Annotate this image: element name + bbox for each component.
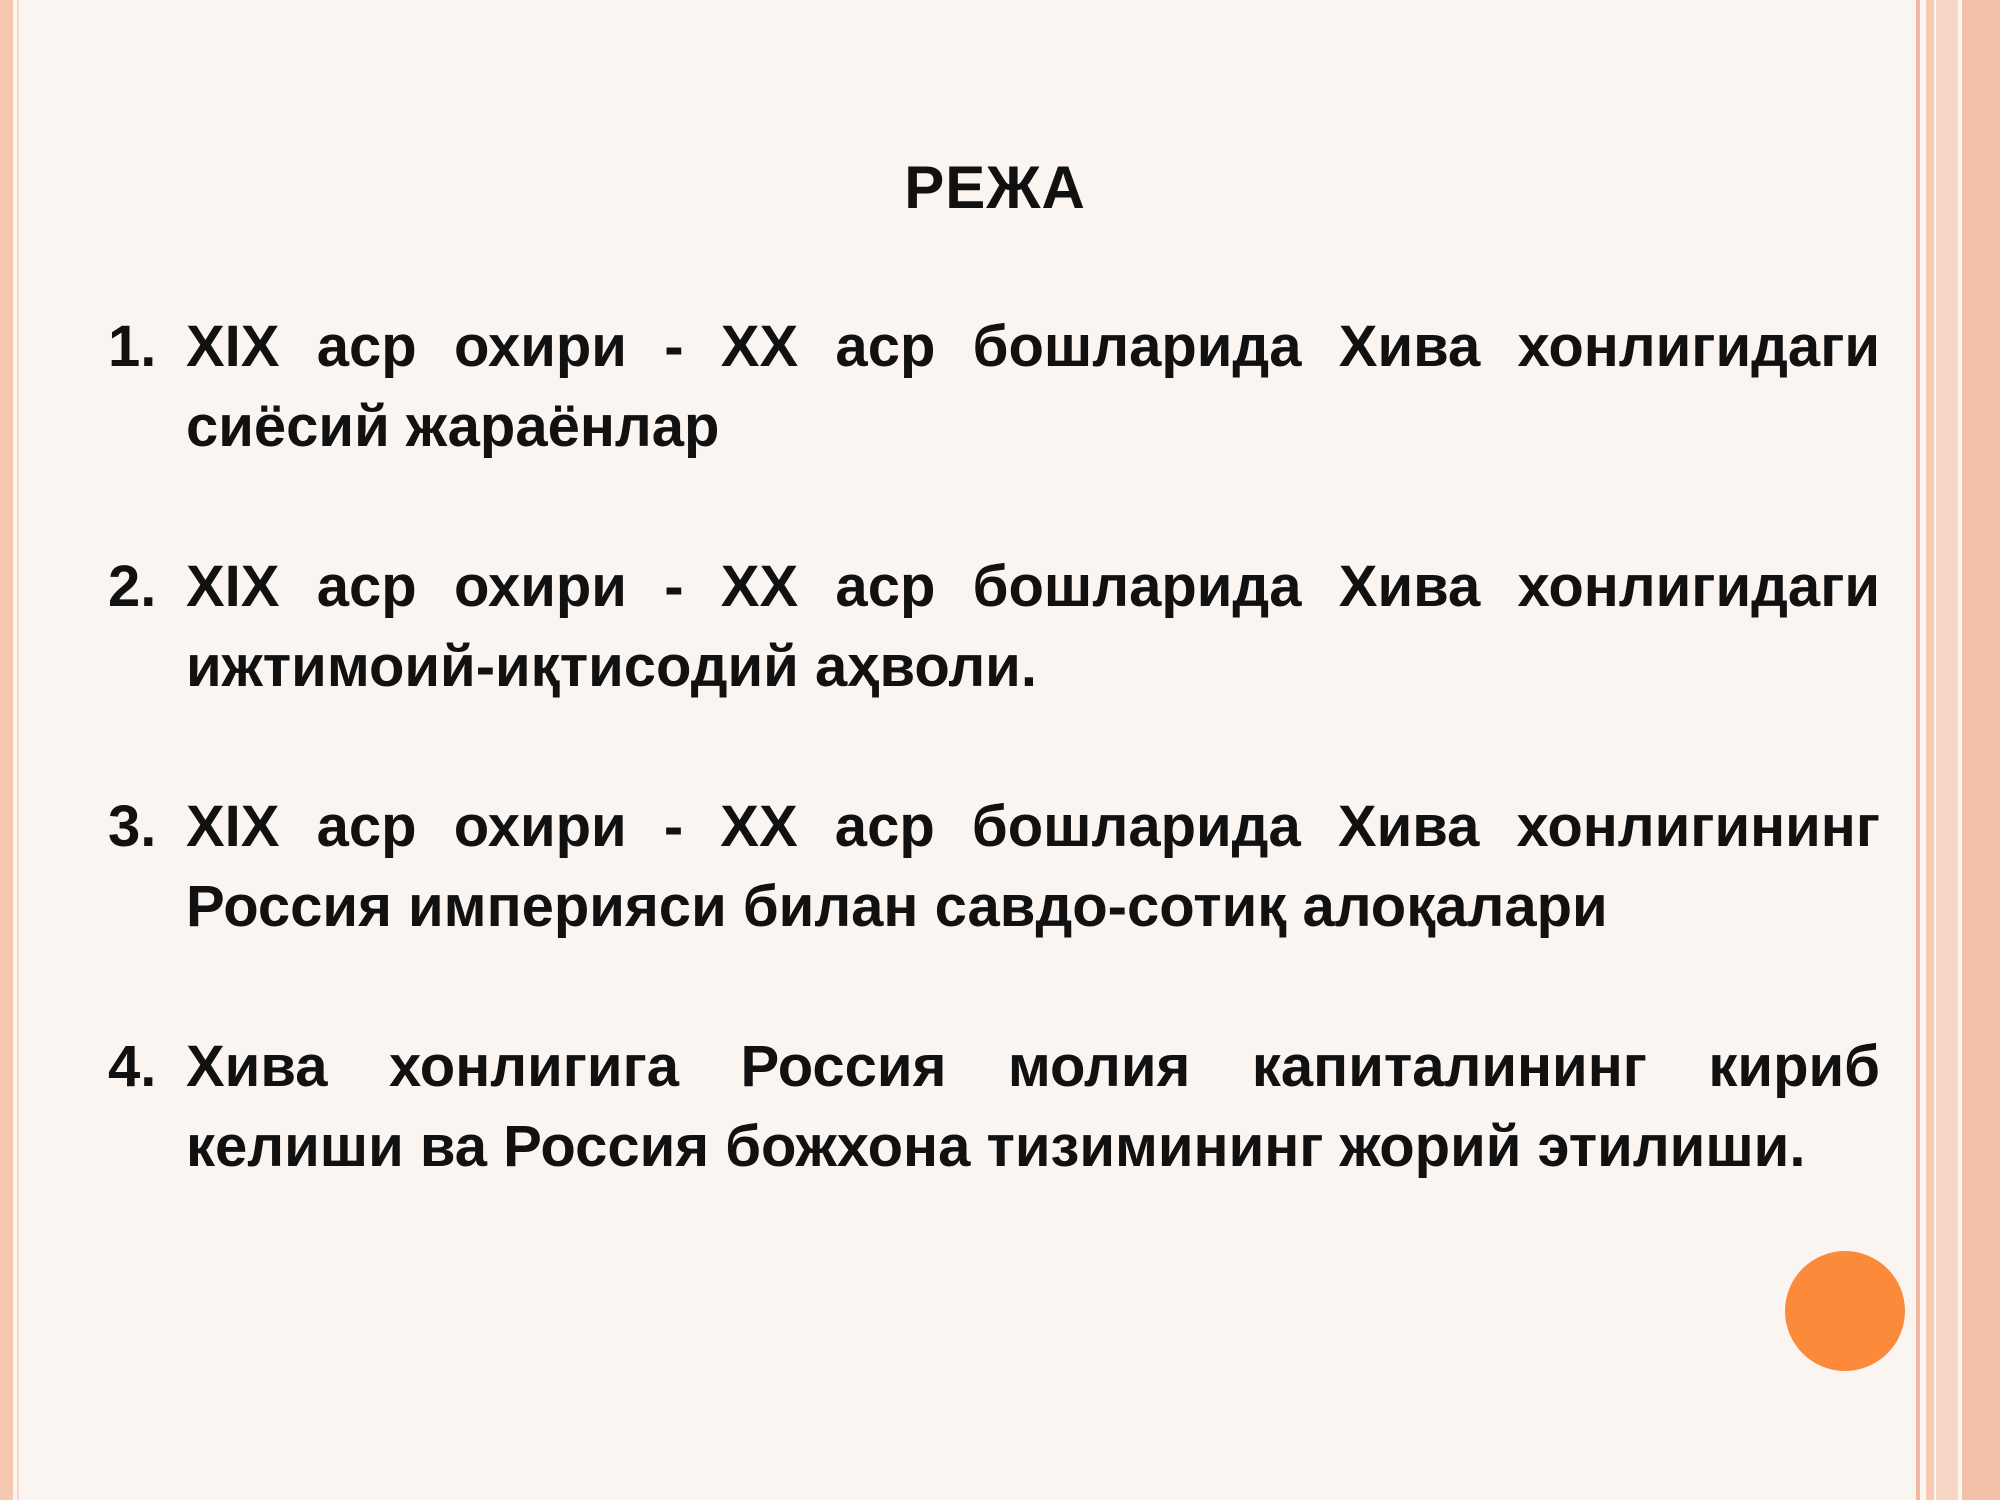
- plan-item-1: [108, 307, 1880, 467]
- plan-item-number: 3.: [108, 794, 157, 859]
- plan-item-text: Хива хонлигига Россия молия капиталининг кириб келиши ва Россия божхона тизимининг жорий этилиши.: [186, 1034, 1880, 1179]
- plan-item-4: [108, 1027, 1880, 1187]
- plan-item-text: XIX аср охири - XX аср бошларида Хива хонлигидаги ижтимоий-иқтисодий аҳволи.: [186, 554, 1880, 699]
- plan-item-number: 4.: [108, 1034, 157, 1099]
- plan-item-number: 1.: [108, 314, 157, 379]
- plan-item-text: XIX аср охири - XX аср бошларида Хива хонлигидаги сиёсий жараёнлар: [186, 314, 1880, 459]
- plan-item-number: 2.: [108, 554, 157, 619]
- slide-title: РЕЖА: [904, 154, 1086, 221]
- plan-list: [108, 307, 1880, 1267]
- orange-circle-decoration: [1785, 1251, 1905, 1371]
- plan-item-text: XIX аср охири - XX аср бошларида Хива хонлигининг Россия империяси билан савдо-сотиқ алоқалари: [186, 794, 1880, 939]
- plan-item-3: [108, 787, 1880, 947]
- plan-item-2: [108, 547, 1880, 707]
